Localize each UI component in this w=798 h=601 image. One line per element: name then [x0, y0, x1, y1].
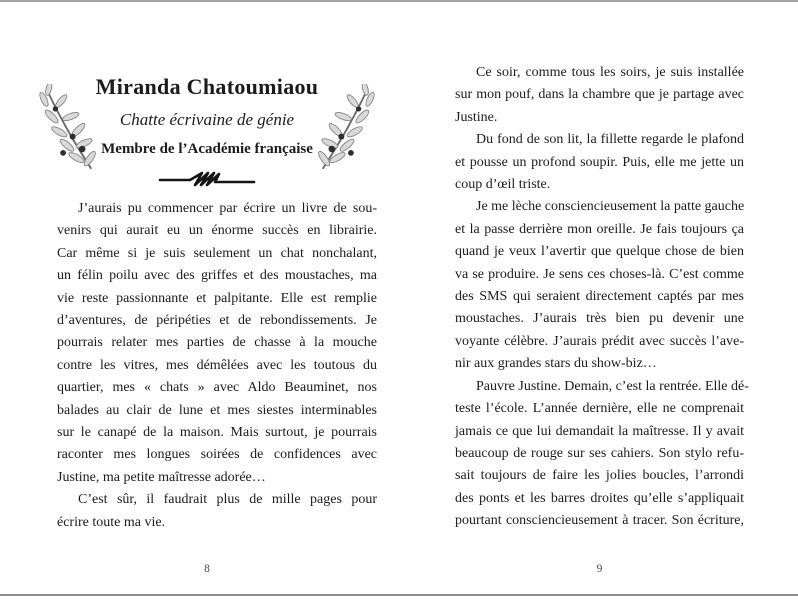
text-line: C’est sûr, il faudrait plus de mille pages pour	[78, 492, 377, 508]
rope-twist-divider-icon	[157, 169, 257, 189]
text-line: sur mon pouf, dans la chambre que je partage avec	[455, 87, 744, 103]
page-number: 8	[204, 563, 210, 575]
text-line: beaucoup de rouge sur ses cahiers. Son stylo refu-	[455, 445, 744, 461]
text-line: venirs qui aurait eu un énorme succès en librairie.	[57, 223, 377, 239]
paragraph	[455, 196, 744, 375]
paragraph	[455, 376, 749, 533]
text-line: raconter mes longues soirées de confidences avec	[57, 447, 377, 463]
paragraph	[57, 198, 377, 489]
text-line: un félin poilu avec des griffes et des moustaches, ma	[57, 268, 377, 284]
text-line: va se produire. Je sens ces choses-là. C’est comme	[455, 266, 744, 282]
author-affiliation: Membre de l’Académie française	[101, 141, 313, 157]
text-line: Ce soir, comme tous les soirs, je suis installée	[476, 65, 744, 80]
text-line: Justine.	[455, 109, 498, 125]
text-line: d’aventures, de péripéties et de rebondissements. Je	[57, 313, 377, 329]
text-line: des SMS qui seraient directement captés par mes	[455, 289, 744, 305]
chapter-header	[37, 74, 377, 189]
page-number: 9	[596, 563, 603, 575]
text-line: sait toujours de faire les jolies boucles, l’arrondi	[455, 468, 744, 484]
text-line: moustaches. J’aurais très bien pu devenir une	[455, 311, 744, 327]
text-line: jamais ce que lui demandait la maîtresse. Il y avait	[455, 423, 744, 439]
text-line: et la passe derrière mon oreille. Je fais toujours ça	[455, 221, 744, 237]
paragraph	[455, 129, 744, 196]
text-line: Car même si je suis seulement un chat nonchalant,	[57, 245, 377, 261]
text-line: coup d’œil triste.	[455, 177, 551, 193]
text-line: écrire toute ma vie.	[57, 514, 166, 530]
text-line: et pousse un profond soupir. Puis, elle me jette un	[455, 154, 744, 170]
left-page	[37, 0, 377, 601]
text-line: nir aux grandes stars du show-biz…	[455, 356, 657, 372]
text-line: Justine, ma petite maîtresse adorée…	[57, 469, 266, 485]
text-line: Du fond de son lit, la fillette regarde le plafond	[476, 132, 744, 148]
author-subtitle: Chatte écrivaine de génie	[119, 110, 295, 129]
paragraph	[455, 62, 744, 129]
right-page	[455, 0, 749, 601]
text-line: Je me lèche consciencieusement la patte gauche	[476, 199, 745, 215]
paragraph	[57, 489, 377, 534]
text-line: contre les vitres, mes démêlées avec les toutous du	[57, 357, 377, 373]
text-line: vie reste passionnante et palpitante. Elle est remplie	[57, 290, 377, 306]
text-line: pourtant consciencieusement à tracer. Son écriture,	[455, 513, 744, 529]
text-line: teste l’école. L’année dernière, elle ne comprenait	[455, 401, 744, 417]
text-line: J’aurais pu commencer par écrire un livre de sou-	[78, 201, 377, 216]
text-line: quand je veux l’avertir que quelque chose de bien	[455, 244, 744, 260]
text-line: sur le canapé de la maison. Mais surtout, je pourrais	[57, 425, 377, 441]
text-line: balades au clair de lune et mes siestes interminables	[57, 402, 377, 418]
text-line: quartier, mes « chats » avec Aldo Beauminet, nos	[57, 380, 377, 396]
text-line: voyante célèbre. J’aurais prédit avec succès l’ave-	[455, 333, 744, 349]
text-line: pourrais relater mes parties de chasse à la mouche	[57, 335, 377, 351]
text-line: Pauvre Justine. Demain, c’est la rentrée. Elle dé-	[476, 378, 749, 394]
author-title: Miranda Chatoumiaou	[95, 74, 319, 99]
page-text	[455, 62, 749, 533]
text-line: des ponts et les barres droites qu’elle s’appliquait	[455, 490, 744, 506]
page-text	[57, 198, 377, 534]
